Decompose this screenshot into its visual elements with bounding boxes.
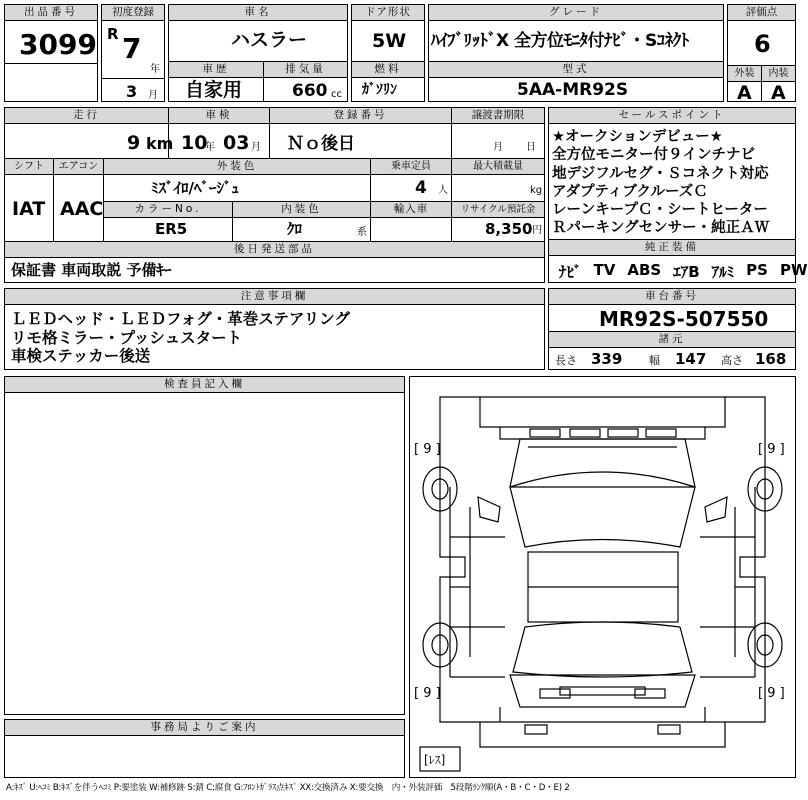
spare-tire: [ﾚｽ] bbox=[424, 753, 446, 767]
sales-point-line: アダプティブクルーズＣ bbox=[552, 183, 708, 200]
ext-score: A bbox=[737, 82, 752, 104]
int-color-label: 内装色 bbox=[233, 202, 370, 217]
office-label: 事務局よりご案内 bbox=[5, 720, 404, 735]
first-registration-box bbox=[101, 4, 165, 102]
capacity-value: 4 bbox=[415, 178, 427, 198]
notes-text bbox=[11, 310, 350, 366]
reg-year-unit: 年 bbox=[150, 64, 160, 75]
history-box bbox=[168, 61, 264, 102]
recycle-label: リサイクル預託金 bbox=[452, 202, 544, 217]
width-value: 147 bbox=[675, 350, 707, 368]
capacity-label: 乗車定員 bbox=[371, 159, 451, 174]
car-diagram-box bbox=[409, 376, 796, 778]
import-label: 輸入車 bbox=[371, 202, 451, 217]
int-score: A bbox=[771, 82, 786, 104]
door-box bbox=[351, 4, 425, 62]
grade-box bbox=[428, 4, 724, 62]
fuel-value: ｶﾞｿﾘﾝ bbox=[362, 82, 397, 98]
equipment-item: PW bbox=[779, 261, 808, 279]
ext-color-label: 外装色 bbox=[104, 159, 370, 174]
grade-label: グレード bbox=[429, 5, 723, 20]
sales-point-line: ★オークションデビュー★ bbox=[552, 129, 723, 145]
equipment-box bbox=[548, 239, 808, 283]
car-name-box bbox=[168, 4, 348, 62]
notes-line: ＬＥＤヘッド・ＬＥＤフォグ・革巻ステアリング bbox=[11, 310, 350, 328]
max-load-label: 最大積載量 bbox=[452, 159, 544, 174]
notes-box bbox=[4, 288, 545, 370]
height-label: 高さ bbox=[721, 354, 743, 367]
inspector-box bbox=[4, 376, 405, 715]
recycle-unit: 円 bbox=[532, 225, 542, 236]
notes-line: リモ格ミラー・プッシュスタート bbox=[11, 328, 243, 347]
mileage-value: 9 bbox=[127, 132, 141, 154]
score-box bbox=[727, 4, 796, 102]
sales-point-line: Ｒパーキングセンサー・純正ＡＷ bbox=[552, 220, 770, 237]
max-load-unit: kg bbox=[530, 185, 543, 196]
notes-label: 注意事項欄 bbox=[5, 289, 544, 304]
model-label: 型式 bbox=[429, 62, 723, 77]
score-value: 6 bbox=[754, 30, 771, 58]
lot-number: 3099 bbox=[19, 28, 97, 61]
equipment-item: ABS bbox=[627, 261, 662, 279]
mileage-label: 走行 bbox=[5, 108, 168, 123]
first-registration-label: 初度登録 bbox=[102, 5, 164, 20]
length-label: 長さ bbox=[555, 354, 577, 367]
transfer-label: 譲渡書期限 bbox=[452, 108, 544, 123]
color-no-label: カラーNo. bbox=[104, 202, 232, 217]
capacity-unit: 人 bbox=[438, 185, 448, 196]
height-value: 168 bbox=[755, 350, 787, 368]
transfer-month-unit: 月 bbox=[493, 142, 503, 153]
inspection-year-unit: 年 bbox=[205, 142, 215, 153]
grade-value: ﾊｲﾌﾞﾘｯﾄﾞX 全方位ﾓﾆﾀ付ﾅﾋﾞ・Sｺﾈｸﾄ bbox=[431, 31, 689, 51]
reg-month: 3 bbox=[126, 82, 138, 101]
equipment-item: PS bbox=[746, 261, 768, 279]
chassis-label: 車台番号 bbox=[549, 289, 795, 304]
car-name-label: 車名 bbox=[169, 5, 347, 20]
model-value: 5AA-MR92S bbox=[517, 80, 629, 100]
recycle-value: 8,350 bbox=[485, 220, 533, 238]
equipment-item: ｱﾙﾐ bbox=[711, 263, 735, 281]
accessories-value: 保証書 車両取説 予備ｷｰ bbox=[11, 261, 172, 279]
car-diagram bbox=[410, 377, 795, 777]
displacement-box bbox=[263, 61, 348, 102]
int-color-suffix: 系 bbox=[357, 227, 367, 238]
mileage-unit: km bbox=[146, 134, 174, 153]
equipment-item: ﾅﾋﾞ bbox=[559, 263, 582, 281]
shift-value: IAT bbox=[12, 198, 46, 220]
equipment-item: ｴｱB bbox=[673, 263, 700, 281]
lot-box bbox=[4, 4, 98, 102]
lot-label: 出品番号 bbox=[5, 5, 97, 20]
tire-rear-left: [ 9 ] bbox=[414, 686, 441, 701]
sales-point-line: 全方位モニター付９インチナビ bbox=[552, 147, 755, 164]
tire-front-right: [ 9 ] bbox=[758, 442, 785, 457]
era: R bbox=[107, 25, 119, 43]
door-label: ドア形状 bbox=[352, 5, 424, 20]
equipment-list bbox=[559, 261, 808, 282]
fuel-label: 燃料 bbox=[352, 62, 424, 77]
notes-line: 車検ステッカー後送 bbox=[11, 347, 151, 365]
ext-score-label: 外装 bbox=[728, 66, 761, 81]
sales-points-box bbox=[548, 107, 796, 240]
shift-label: シフト bbox=[5, 159, 53, 174]
vehicle-details-box bbox=[4, 107, 545, 283]
int-color-value: ｸﾛ bbox=[287, 220, 303, 238]
registration-number: Ｎｏ後日 bbox=[287, 134, 355, 154]
inspection-label: 車検 bbox=[169, 108, 269, 123]
transfer-day-unit: 日 bbox=[526, 142, 536, 153]
inspection-year: 10 bbox=[181, 132, 208, 154]
displacement-value: 660 bbox=[292, 81, 328, 101]
chassis-number: MR92S-507550 bbox=[599, 307, 769, 331]
tire-rear-right: [ 9 ] bbox=[758, 686, 785, 701]
displacement-label: 排気量 bbox=[264, 62, 347, 77]
inspection-month: 03 bbox=[223, 132, 250, 154]
equipment-item: TV bbox=[593, 261, 616, 279]
fuel-box bbox=[351, 61, 425, 102]
door-type: 5W bbox=[372, 30, 407, 52]
accessories-label: 後日発送部品 bbox=[5, 242, 544, 257]
model-box bbox=[428, 61, 724, 102]
car-name: ハスラー bbox=[231, 29, 308, 51]
sales-point-line: レーンキープＣ・シートヒーター bbox=[552, 202, 768, 219]
sales-point-line: 地デジフルセグ・Ｓコネクト対応 bbox=[552, 165, 769, 182]
legend-text: A:ｷｽﾞ U:ﾍｺﾐ B:ｷｽﾞを伴うﾍｺﾐ P:要塗装 W:補修跡 S:錆 C:腐食 G:ﾌﾛﾝﾄｶﾞﾗｽ点ｷｽﾞ XX:交換済み X:要交換 内・外装評価 5段階ﾗﾝｸ順(A・B・C・D・E) 2 bbox=[6, 783, 570, 793]
reg-year: 7 bbox=[122, 32, 142, 65]
aircon-value: AAC bbox=[60, 198, 104, 220]
sales-points-text bbox=[552, 128, 769, 238]
aircon-label: エアコン bbox=[54, 159, 103, 174]
registration-label: 登録番号 bbox=[270, 108, 451, 123]
history-label: 車歴 bbox=[169, 62, 263, 77]
sales-points-label: セールスポイント bbox=[549, 108, 795, 123]
int-score-label: 内装 bbox=[762, 66, 795, 81]
inspection-month-unit: 月 bbox=[251, 142, 261, 153]
length-value: 339 bbox=[591, 350, 623, 368]
width-label: 幅 bbox=[649, 354, 660, 367]
office-box bbox=[4, 719, 405, 778]
displacement-unit: cc bbox=[331, 89, 342, 100]
ext-color-value: ﾐｽﾞｲﾛ/ﾍﾞｰｼﾞｭ bbox=[151, 179, 239, 197]
color-no-value: ER5 bbox=[155, 220, 188, 238]
tire-front-left: [ 9 ] bbox=[414, 442, 441, 457]
chassis-box bbox=[548, 288, 796, 370]
equipment-label: 純正装備 bbox=[549, 240, 795, 255]
specs-label: 諸元 bbox=[549, 332, 795, 347]
score-label: 評価点 bbox=[728, 5, 795, 20]
history-value: 自家用 bbox=[185, 79, 243, 101]
inspector-label: 検査員記入欄 bbox=[5, 377, 404, 392]
reg-month-unit: 月 bbox=[148, 90, 158, 101]
